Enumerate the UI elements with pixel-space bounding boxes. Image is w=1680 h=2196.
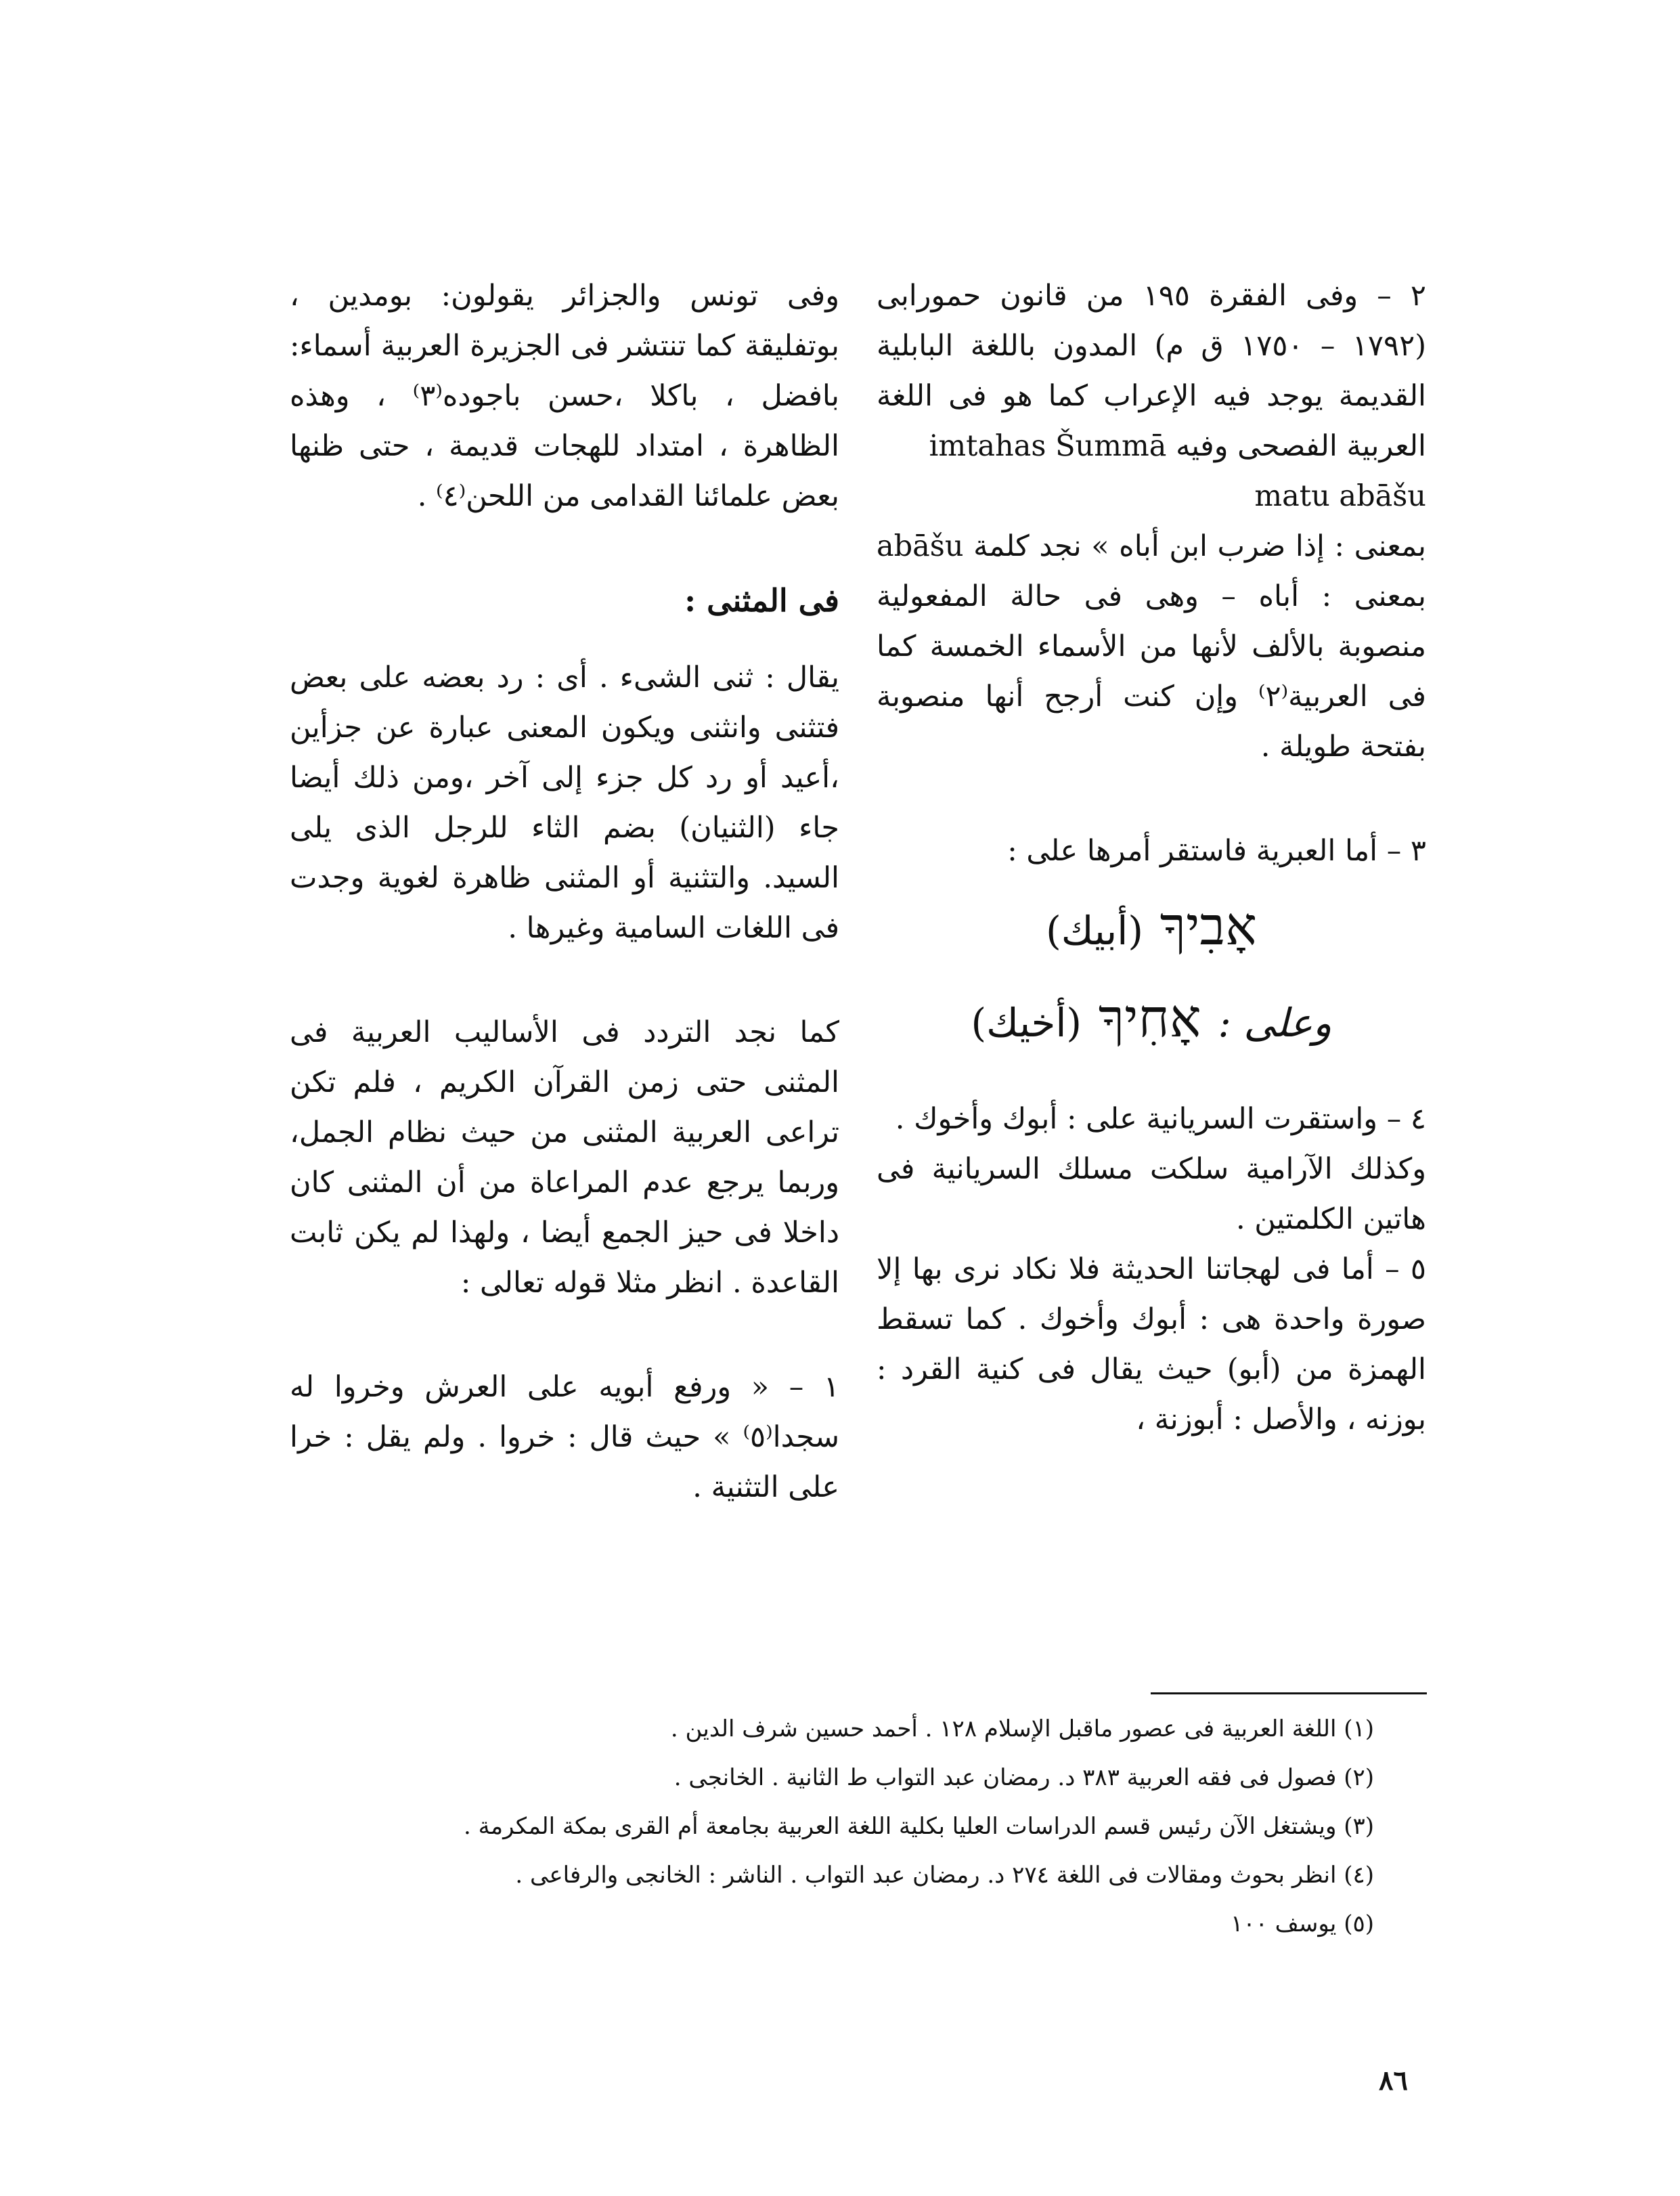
item-4-paragraph: ٤ – واستقرت السريانية على : أبوك وأخوك . [895, 1102, 1426, 1136]
arabic-gloss-akhika: (أخيك) [971, 1000, 1082, 1046]
spacer [877, 772, 1426, 826]
hebrew-word-akhikha: אָחִיךָ [1098, 988, 1201, 1049]
item-3-paragraph: ٣ – أما العبرية فاستقر أمرها على : [1007, 834, 1426, 868]
hebrew-word-avikha: אָבִיךָ [1159, 896, 1257, 957]
latin-phrase: matu abāšu [1254, 479, 1426, 513]
prefix-wa-ala: وعلى : [1218, 1000, 1332, 1046]
page-number: ٨٦ [1379, 2065, 1408, 2096]
footnote-2: (٢) فصول فى فقه العربية ٣٨٣ د. رمضان عبد التواب ط الثانية . الخانجى . [673, 1764, 1374, 1791]
quran-usage-paragraph: كما نجد التردد فى الأساليب العربية فى المثنى حتى زمن القرآن الكريم ، فلم تكن تراعى العربية المثنى من حيث نظام الجمل، وربما يرجع عدم المراعاة من أن المثنى كان داخلا فى حيز الجمع أيضا ، ولهذا لم يكن ثابت القاعدة . انظر مثلا قوله تعالى : [290, 1015, 839, 1300]
hebrew-example-2 [877, 982, 1426, 1060]
footnotes [379, 1709, 1374, 1953]
item-2-paragraph: ٢ – وفى الفقرة ١٩٥ من قانون حمورابى (١٧٩٢ – ١٧٥٠ ق م) المدون باللغة البابلية القديمة يوجد فيه الإعراب كما هو فى اللغة العربية الفصحى وفيه imtahas Šummā [877, 279, 1426, 463]
footnote-1: (١) اللغة العربية فى عصور ماقبل الإسلام ١٢٨ . أحمد حسين شرف الدين . [670, 1715, 1374, 1742]
footnote-3: (٣) ويشتغل الآن رئيس قسم الدراسات العليا بكلية اللغة العربية بجامعة أم القرى بمكة المكرمة . [464, 1813, 1374, 1840]
tunisia-algeria-paragraph: وفى تونس والجزائر يقولون: بومدين ، بوتفليقة كما تنتشر فى الجزيرة العربية أسماء: بافضل ، باكلا ،حسن باجوده⁽٣⁾ ، وهذه الظاهرة ، امتداد للهجات قديمة ، حتى ظنها بعض علمائنا القدامى من اللحن⁽٤⁾ . [290, 279, 839, 513]
spacer [290, 625, 839, 653]
right-column [877, 271, 1426, 1445]
left-column [290, 271, 839, 1512]
item-4-aramaic-paragraph: وكذلك الآرامية سلكت مسلك السريانية فى هاتين الكلمتين . [877, 1152, 1426, 1236]
spacer [290, 521, 839, 575]
item-2-continuation: بمعنى : إذا ضرب ابن أباه » نجد كلمة abāšu بمعنى : أباه – وهى فى حالة المفعولية منصوبة بالألف لأنها من الأسماء الخمسة كما فى العربية⁽٢⁾ وإن كنت أرجح أنها منصوبة بفتحة طويلة . [877, 529, 1426, 764]
section-heading-dual: فى المثنى : [684, 582, 839, 619]
item-5-paragraph: ٥ – أما فى لهجاتنا الحديثة فلا نكاد نرى بها إلا صورة واحدة هى : أبوك وأخوك . كما تسقط الهمزة من (أبو) حيث يقال فى كنية القرد : بوزنه ، والأصل : أبوزنة ، [877, 1252, 1426, 1436]
hebrew-example-1 [877, 890, 1426, 968]
spacer [290, 1308, 839, 1362]
dual-definition-paragraph: يقال : ثنى الشىء . أى : رد بعضه على بعض فتثنى وانثنى ويكون المعنى عبارة عن جزأين ،أعيد أو رد كل جزء إلى آخر ،ومن ذلك أيضا جاء (الثنيان) بضم الثاء للرجل الذى يلى السيد. والتثنية أو المثنى ظاهرة لغوية وجدت فى اللغات السامية وغيرها . [290, 661, 840, 945]
footnote-5: (٥) يوسف ١٠٠ [1231, 1910, 1374, 1937]
footnote-separator [1151, 1692, 1427, 1694]
item-2-latin-phrase [877, 471, 1426, 521]
arabic-gloss-abika: (أبيك) [1046, 908, 1143, 954]
spacer [290, 953, 839, 1007]
footnote-4: (٤) انظر بحوث ومقالات فى اللغة ٢٧٤ د. رمضان عبد التواب . الناشر : الخانجى والرفاعى . [515, 1862, 1374, 1889]
spacer [877, 1067, 1426, 1094]
example-1-paragraph: ١ – « ورفع أبويه على العرش وخروا له سجدا⁽٥⁾ » حيث قال : خروا . ولم يقل : خرا على التثنية . [290, 1370, 839, 1504]
